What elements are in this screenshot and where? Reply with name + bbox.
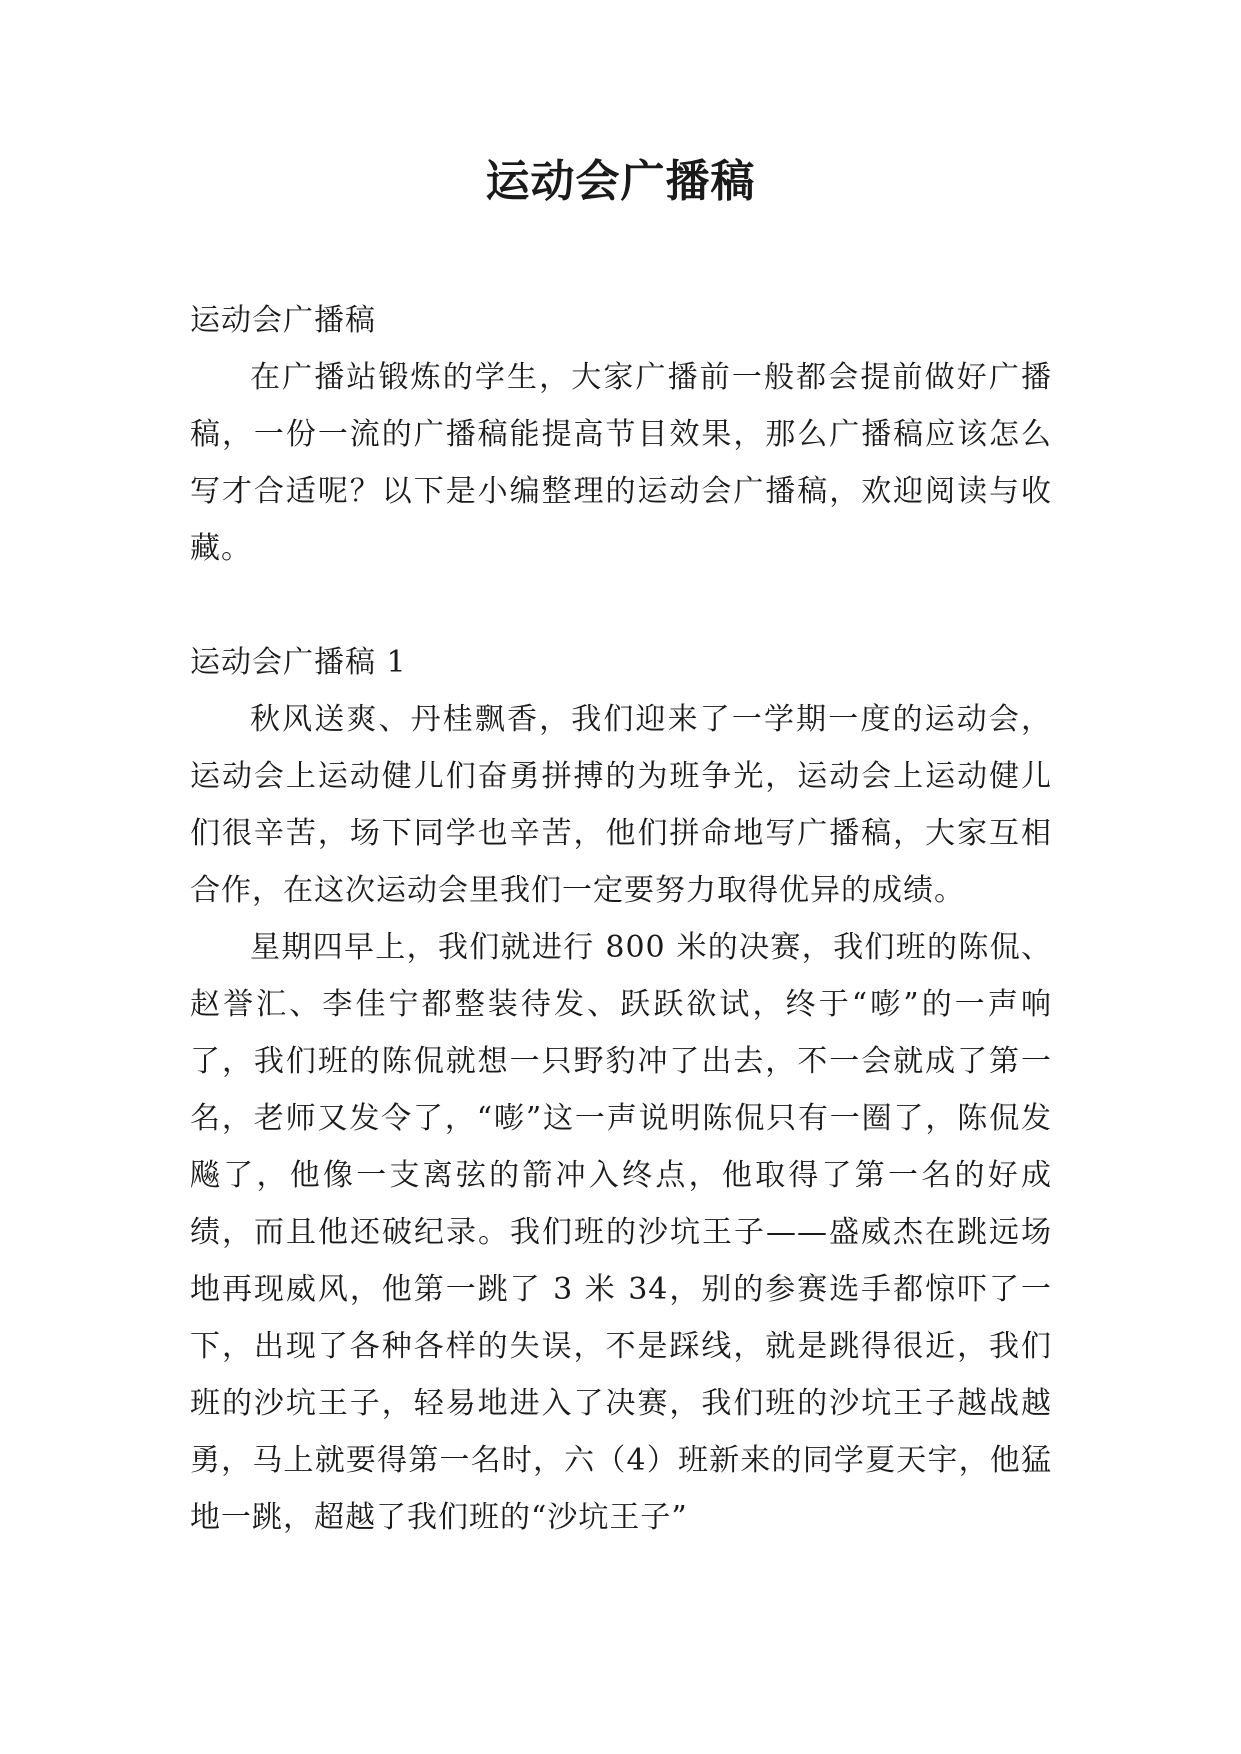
intro-heading: 运动会广播稿 [190,303,376,338]
section-spacer [190,577,1052,634]
document-title: 运动会广播稿 [485,156,756,207]
section1-heading: 运动会广播稿 1 [190,645,407,680]
document-body [190,292,1052,1546]
intro-paragraph: 在广播站锻炼的学生，大家广播前一般都会提前做好广播稿，一份一流的广播稿能提高节目效果，那么广播稿应该怎么写才合适呢？以下是小编整理的运动会广播稿，欢迎阅读与收藏。 [190,360,1052,566]
section1-paragraph-2: 星期四早上，我们就进行 800 米的决赛，我们班的陈侃、赵誉汇、李佳宁都整装待发、跃跃欲试，终于“嘭”的一声响了，我们班的陈侃就想一只野豹冲了出去，不一会就成了第一名，老师又发令了，“嘭”这一声说明陈侃只有一圈了，陈侃发飚了，他像一支离弦的箭冲入终点，他取得了第一名的好成绩，而且他还破纪录。我们班的沙坑王子——盛威杰在跳远场地再现威风，他第一跳了 3 米 34，别的参赛选手都惊吓了一下，出现了各种各样的失误，不是踩线，就是跳得很近，我们班的沙坑王子，轻易地进入了决赛，我们班的沙坑王子越战越勇，马上就要得第一名时，六（4）班新来的同学夏天宇，他猛地一跳，超越了我们班的“沙坑王子” [190,930,1052,1535]
section1-paragraph-1: 秋风送爽、丹桂飘香，我们迎来了一学期一度的运动会，运动会上运动健儿们奋勇拼搏的为班争光，运动会上运动健儿们很辛苦，场下同学也辛苦，他们拼命地写广播稿，大家互相合作，在这次运动会里我们一定要努力取得优异的成绩。 [190,702,1052,908]
